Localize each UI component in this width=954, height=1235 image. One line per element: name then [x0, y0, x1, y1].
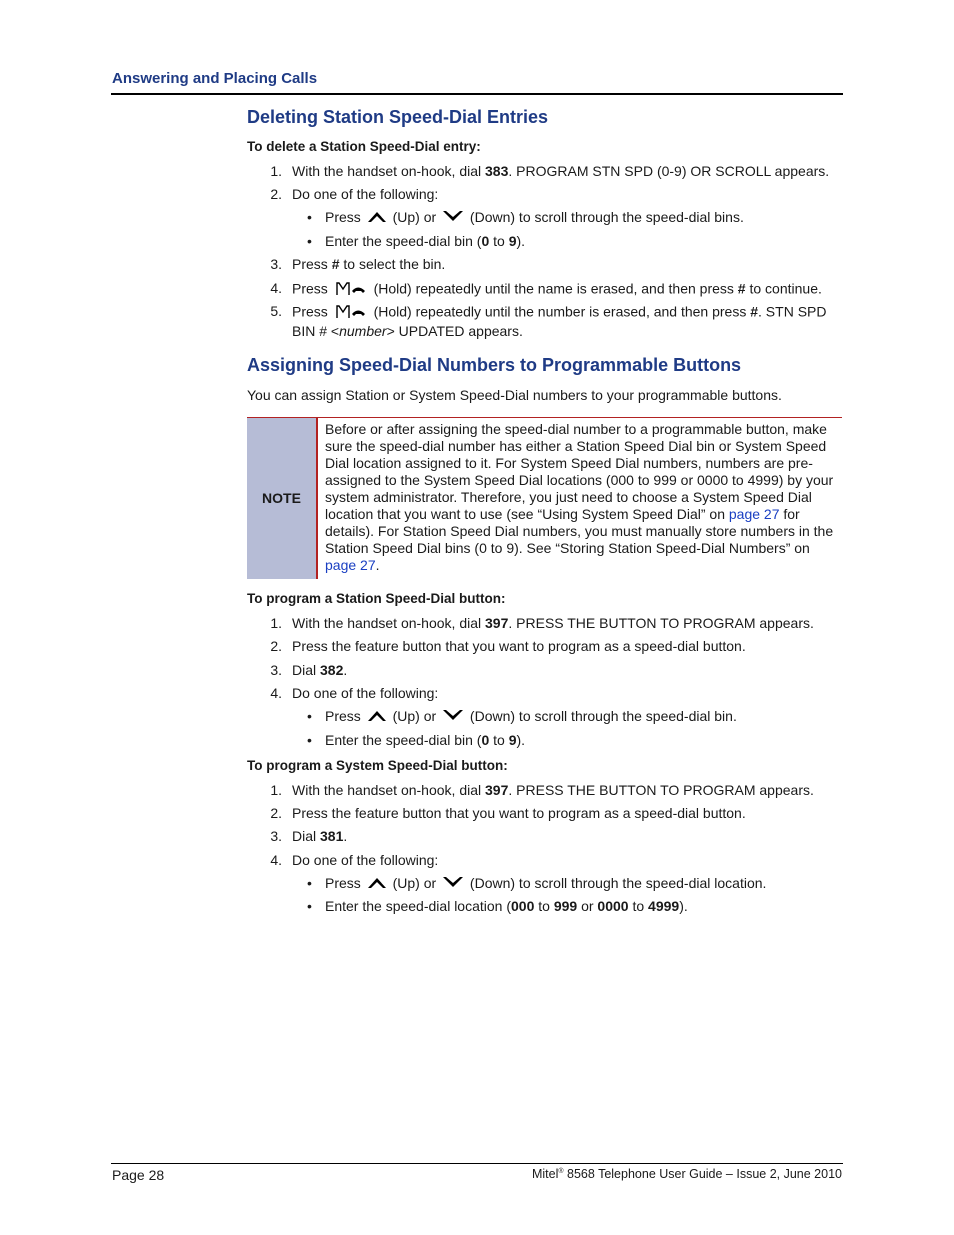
bullet-dot: • — [307, 233, 312, 249]
footer-rule — [111, 1163, 843, 1164]
note-label: NOTE — [262, 490, 301, 506]
section-title-deleting: Deleting Station Speed-Dial Entries — [247, 107, 549, 127]
step-text: Press the feature button that you want to program as a speed-dial button. — [292, 805, 746, 821]
step-text: Press the feature button that you want to program as a speed-dial button. — [292, 638, 746, 654]
down-arrow-icon — [442, 708, 464, 726]
step-text: Dial 382. — [292, 662, 348, 678]
procedure-title-system: To program a System Speed-Dial button: — [247, 758, 508, 773]
intro-text: You can assign Station or System Speed-Dial numbers to your programmable buttons. — [247, 387, 782, 403]
bullet-dot: • — [307, 732, 312, 748]
document-title: Mitel® 8568 Telephone User Guide – Issue 2, June 2010 — [531, 1167, 842, 1181]
page-link[interactable]: page 27 — [728, 506, 780, 522]
step-text: With the handset on-hook, dial 397. PRESS THE BUTTON TO PROGRAM appears. — [292, 615, 814, 631]
section-header: Answering and Placing Calls — [112, 70, 318, 87]
page-number: Page 28 — [112, 1167, 165, 1183]
bullet-text: Enter the speed-dial bin (0 to 9). — [325, 233, 526, 249]
step-number: 4. — [270, 280, 282, 296]
step-number: 1. — [270, 782, 282, 798]
down-arrow-icon — [442, 875, 464, 893]
step-number: 2. — [270, 638, 282, 654]
hold-icon — [335, 280, 367, 300]
note-top-rule — [247, 417, 842, 418]
hold-icon — [335, 303, 367, 323]
up-arrow-icon — [367, 708, 387, 726]
bullet-dot: • — [307, 209, 312, 225]
step-number: 3. — [270, 828, 282, 844]
step-number: 4. — [270, 852, 282, 868]
step-text: With the handset on-hook, dial 383. PROGRAM STN SPD (0-9) OR SCROLL appears. — [292, 163, 830, 179]
page-link[interactable]: page 27 — [325, 557, 376, 573]
step-text: Press # to select the bin. — [292, 256, 446, 272]
step-text: With the handset on-hook, dial 397. PRESS THE BUTTON TO PROGRAM appears. — [292, 782, 814, 798]
step-number: 2. — [270, 805, 282, 821]
bullet-dot: • — [307, 875, 312, 891]
bullet-text: Enter the speed-dial location (000 to 999 or 0000 to 4999). — [325, 898, 688, 914]
step-number: 5. — [270, 303, 282, 319]
bullet-dot: • — [307, 898, 312, 914]
step-number: 3. — [270, 256, 282, 272]
bullet-text: Press (Up) or (Down) to scroll through the speed-dial location. — [325, 875, 766, 893]
procedure-title-station: To program a Station Speed-Dial button: — [247, 591, 506, 606]
step-text: Do one of the following: — [292, 852, 439, 868]
procedure-title-delete: To delete a Station Speed-Dial entry: — [247, 139, 481, 154]
note-text: Before or after assigning the speed-dial number to a programmable button, make sure the speed-dial number has either a Station Speed Dial bin or System Speed Dial location assigned to it. For System Speed Dial numbers, numbers are pre-assigned to the System Speed Dial locations (000 to 999 or 0000 to 4999) by your system administrator. Therefore, you just need to choose a System Speed Dial location that you want to use (see “Using System Speed Dial” on page 27 for details). For Station Speed Dial numbers, you must manually store numbers in the Station Speed Dial bins (0 to 9). See “Storing Station Speed-Dial Numbers” on page 27. — [325, 421, 834, 573]
header-rule — [111, 93, 843, 95]
step-text: Dial 381. — [292, 828, 348, 844]
step-number: 2. — [270, 186, 282, 202]
step-text: Press (Hold) repeatedly until the number is erased, and then press #. STN SPD BIN # <number> UPDATED appears. — [292, 303, 827, 339]
step-number: 3. — [270, 662, 282, 678]
up-arrow-icon — [367, 875, 387, 893]
step-number: 1. — [270, 163, 282, 179]
note-divider — [316, 418, 318, 579]
step-text: Do one of the following: — [292, 685, 439, 701]
bullet-text: Press (Up) or (Down) to scroll through the speed-dial bin. — [325, 708, 737, 726]
down-arrow-icon — [442, 209, 464, 227]
bullet-dot: • — [307, 708, 312, 724]
step-number: 1. — [270, 615, 282, 631]
up-arrow-icon — [367, 209, 387, 227]
step-number: 4. — [270, 685, 282, 701]
bullet-text: Enter the speed-dial bin (0 to 9). — [325, 732, 526, 748]
step-text: Do one of the following: — [292, 186, 439, 202]
step-text: Press (Hold) repeatedly until the name is erased, and then press # to continue. — [292, 280, 822, 300]
bullet-text: Press (Up) or (Down) to scroll through the speed-dial bins. — [325, 209, 744, 227]
section-title-assigning: Assigning Speed-Dial Numbers to Programmable Buttons — [247, 355, 742, 375]
